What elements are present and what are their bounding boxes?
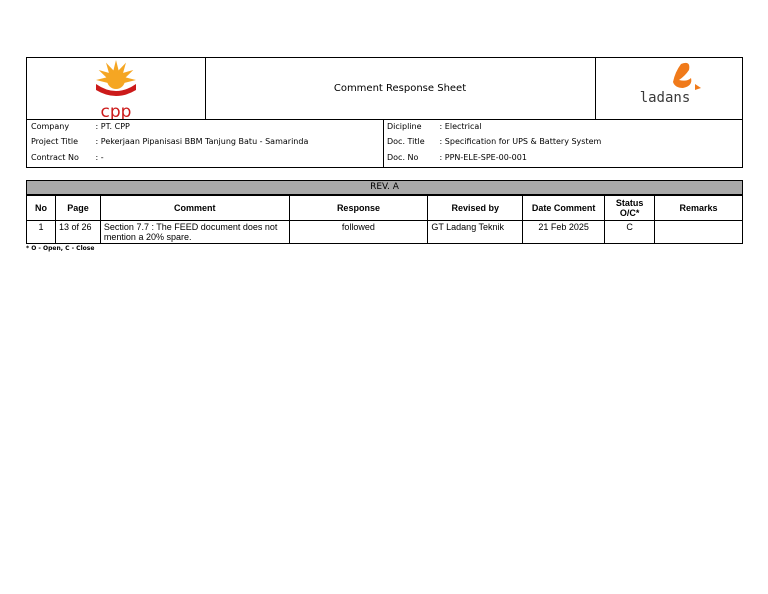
footnote: * O - Open, C - Close [26,245,95,252]
doc-no-row [387,151,527,165]
ladang-logo-text: ladans [639,90,691,106]
contract-no-row [31,151,104,165]
doc-no-label: Doc. No [387,153,419,162]
discipline-label: Dicipline [387,122,422,131]
doc-title-row [387,135,601,149]
cpp-logo-cell [27,58,206,119]
cpp-logo-text: cpp [100,102,132,120]
document-info [26,119,743,168]
col-header-comment: Comment [100,196,289,221]
comment-table [26,195,743,244]
table-header-row [27,196,743,221]
sun-rays-icon [96,60,136,96]
company-row [31,120,130,134]
company-value: : PT. CPP [95,122,130,131]
project-title-value: : Pekerjaan Pipanisasi BBM Tanjung Batu - Samarinda [95,137,309,146]
table-row [27,221,743,244]
doc-no-value: : PPN-ELE-SPE-00-001 [439,153,527,162]
discipline-value: : Electrical [439,122,482,131]
company-label: Company [31,122,70,131]
doc-title-value: : Specification for UPS & Battery System [439,137,602,146]
info-left-column [27,120,384,167]
cell-remarks [655,221,743,244]
col-header-response: Response [289,196,428,221]
ladang-logo-cell [595,58,742,119]
project-title-row [31,135,308,149]
document-header [26,57,743,120]
cell-response: followed [289,221,428,244]
col-header-revised-by: Revised by [428,196,523,221]
col-header-status: Status O/C* [605,196,655,221]
info-right-column [383,120,742,167]
cpp-logo [27,58,205,120]
cell-revised-by: GT Ladang Teknik [428,221,523,244]
col-header-remarks: Remarks [655,196,743,221]
ladang-logo [595,58,743,120]
col-header-date-comment: Date Comment [523,196,605,221]
project-title-label: Project Title [31,137,79,146]
contract-no-label: Contract No [31,153,79,162]
cell-page: 13 of 26 [55,221,100,244]
cell-status: C [605,221,655,244]
bird-icon [673,63,701,90]
col-header-page: Page [55,196,100,221]
cell-date-comment: 21 Feb 2025 [523,221,605,244]
page-title: Comment Response Sheet [205,58,596,119]
cell-comment: Section 7.7 : The FEED document does not mention a 20% spare. [100,221,289,244]
revision-bar: REV. A [26,180,743,195]
cell-no: 1 [27,221,56,244]
doc-title-label: Doc. Title [387,137,425,146]
discipline-row [387,120,482,134]
contract-no-value: : - [95,153,104,162]
col-header-no: No [27,196,56,221]
